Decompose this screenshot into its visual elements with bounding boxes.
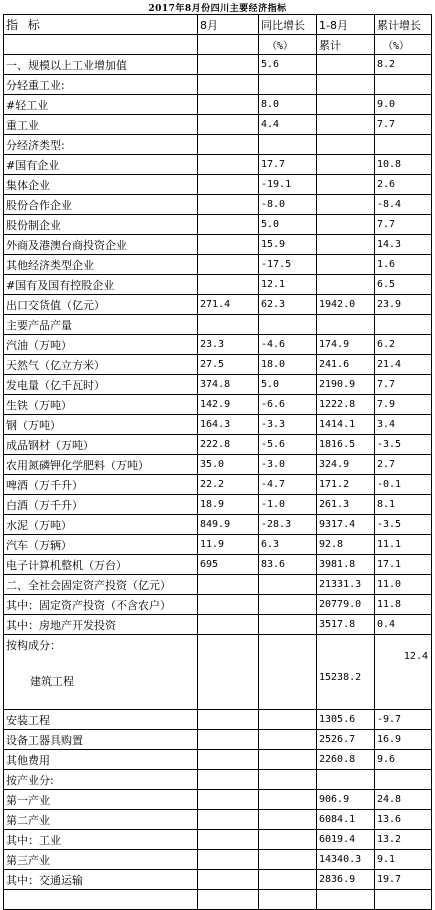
row-label: 其中：房地产开发投资 (4, 615, 198, 635)
yoy-value (259, 710, 317, 730)
header-blank (4, 35, 198, 55)
cumulative-growth-value (375, 770, 432, 790)
construction-label: 建筑工程 (30, 675, 74, 688)
yoy-value: 5.0 (259, 375, 317, 395)
yoy-value: -28.3 (259, 515, 317, 535)
cumulative-growth-value: 14.3 (375, 235, 432, 255)
table-row (4, 195, 432, 215)
month-value: 11.9 (198, 535, 259, 555)
cumulative-value: 1942.0 (317, 295, 375, 315)
yoy-value (259, 850, 317, 870)
row-label: 发电量（亿千瓦时） (4, 375, 198, 395)
cumulative-value: 2526.7 (317, 730, 375, 750)
row-label: 其他费用 (4, 750, 198, 770)
table-row (4, 615, 432, 635)
table-row (4, 790, 432, 810)
cumulative-growth-value: 13.6 (375, 810, 432, 830)
month-value (198, 575, 259, 595)
table-row (4, 95, 432, 115)
month-value: 222.8 (198, 435, 259, 455)
table-row (4, 275, 432, 295)
month-value (198, 55, 259, 75)
cumulative-value (317, 275, 375, 295)
yoy-value: 17.7 (259, 155, 317, 175)
month-value (198, 95, 259, 115)
row-label (4, 890, 198, 910)
cumulative-value: 1414.1 (317, 415, 375, 435)
table-row (4, 495, 432, 515)
cumulative-value (317, 255, 375, 275)
cumulative-growth-value: 11.1 (375, 535, 432, 555)
table-row (4, 115, 432, 135)
header-cumulative-period: 1-8月 (317, 15, 375, 35)
cumulative-value (317, 75, 375, 95)
yoy-value: -17.5 (259, 255, 317, 275)
cumulative-value: 1222.8 (317, 395, 375, 415)
month-value: 35.0 (198, 455, 259, 475)
row-label: #国有企业 (4, 155, 198, 175)
table-row (4, 415, 432, 435)
table-row (4, 335, 432, 355)
cumulative-value: 6084.1 (317, 810, 375, 830)
table-row (4, 710, 432, 730)
cumulative-value: 2190.9 (317, 375, 375, 395)
month-value: 849.9 (198, 515, 259, 535)
row-label: 天然气（亿立方米） (4, 355, 198, 375)
yoy-value: 5.6 (259, 55, 317, 75)
table-row (4, 435, 432, 455)
month-value (198, 750, 259, 770)
cumulative-growth-value: 17.1 (375, 555, 432, 575)
cumulative-growth-value: 7.9 (375, 395, 432, 415)
cumulative-value (317, 315, 375, 335)
row-label: 一、规模以上工业增加值 (4, 55, 198, 75)
yoy-value: -4.7 (259, 475, 317, 495)
month-value (198, 615, 259, 635)
row-label: 安装工程 (4, 710, 198, 730)
row-label: 钢（万吨） (4, 415, 198, 435)
yoy-value: 12.1 (259, 275, 317, 295)
cumulative-growth-value: 9.6 (375, 750, 432, 770)
table-row (4, 255, 432, 275)
cumulative-growth-value: 6.2 (375, 335, 432, 355)
yoy-value (259, 730, 317, 750)
yoy-value: 83.6 (259, 555, 317, 575)
cumulative-value: 2260.8 (317, 750, 375, 770)
header-indicator: 指 标 (4, 15, 198, 35)
month-value (198, 235, 259, 255)
row-label: 啤酒（万千升） (4, 475, 198, 495)
row-label: 集体企业 (4, 175, 198, 195)
table-row (4, 870, 432, 890)
yoy-value (259, 135, 317, 155)
yoy-value: 62.3 (259, 295, 317, 315)
yoy-value (259, 790, 317, 810)
table-row (4, 155, 432, 175)
yoy-value: -5.6 (259, 435, 317, 455)
header-row-1 (4, 15, 432, 35)
month-value: 374.8 (198, 375, 259, 395)
month-value: 23.3 (198, 335, 259, 355)
page-title: 2017年8月份四川主要经济指标 (148, 4, 287, 14)
cumulative-value: 1816.5 (317, 435, 375, 455)
row-label: 白酒（万千升） (4, 495, 198, 515)
table-row (4, 850, 432, 870)
month-value (198, 215, 259, 235)
header-cumulative-unit: （%） (375, 35, 432, 55)
yoy-value: 8.0 (259, 95, 317, 115)
row-label: 按产业分: (4, 770, 198, 790)
cumulative-growth-value: 24.8 (375, 790, 432, 810)
yoy-value (259, 595, 317, 615)
cumulative-value: 324.9 (317, 455, 375, 475)
cumulative-value: 3981.8 (317, 555, 375, 575)
cumulative-growth-value: -0.1 (375, 475, 432, 495)
yoy-value: -3.3 (259, 415, 317, 435)
table-row (4, 515, 432, 535)
row-label: 分经济类型: (4, 135, 198, 155)
row-label: 重工业 (4, 115, 198, 135)
table-row (4, 175, 432, 195)
month-value: 695 (198, 555, 259, 575)
cumulative-value: 906.9 (317, 790, 375, 810)
cumulative-value: 261.3 (317, 495, 375, 515)
cumulative-value (317, 215, 375, 235)
cumulative-value: 21331.3 (317, 575, 375, 595)
cumulative-value (317, 135, 375, 155)
yoy-value (259, 575, 317, 595)
row-label: 股份合作企业 (4, 195, 198, 215)
cumulative-growth-value: -8.4 (375, 195, 432, 215)
header-cumulative-growth: 累计增长 (375, 15, 432, 35)
row-label: 二、全社会固定资产投资（亿元） (4, 575, 198, 595)
header-month: 8月 (198, 15, 259, 35)
cumulative-value: 20779.0 (317, 595, 375, 615)
cumulative-growth-value: 11.8 (375, 595, 432, 615)
row-label: 股份制企业 (4, 215, 198, 235)
cumulative-value: 241.6 (317, 355, 375, 375)
month-value (198, 850, 259, 870)
table-row (4, 475, 432, 495)
yoy-value (259, 615, 317, 635)
month-value (198, 75, 259, 95)
row-label: 成品钢材（万吨） (4, 435, 198, 455)
cumulative-value: 174.9 (317, 335, 375, 355)
month-value: 164.3 (198, 415, 259, 435)
cumulative-growth-value: 3.4 (375, 415, 432, 435)
cumulative-value: 3517.8 (317, 615, 375, 635)
cumulative-growth-value: 12.4 (375, 635, 432, 710)
table-row (4, 575, 432, 595)
row-label: 汽油（万吨） (4, 335, 198, 355)
cumulative-growth-value: 7.7 (375, 375, 432, 395)
month-value: 27.5 (198, 355, 259, 375)
yoy-value (259, 750, 317, 770)
table-row (4, 770, 432, 790)
row-label: 汽车（万辆） (4, 535, 198, 555)
row-label: 分轻重工业: (4, 75, 198, 95)
cumulative-value (317, 195, 375, 215)
cumulative-value (317, 235, 375, 255)
month-value (198, 635, 259, 710)
cumulative-growth-value: 2.6 (375, 175, 432, 195)
yoy-value (259, 770, 317, 790)
cumulative-value: 15238.2 (317, 635, 375, 710)
yoy-value: -19.1 (259, 175, 317, 195)
table-row (4, 375, 432, 395)
month-value: 271.4 (198, 295, 259, 315)
cumulative-growth-value: 9.0 (375, 95, 432, 115)
yoy-value: -4.6 (259, 335, 317, 355)
row-label (4, 635, 198, 710)
row-label: 其他经济类型企业 (4, 255, 198, 275)
yoy-value (259, 870, 317, 890)
cumulative-growth-value: -3.5 (375, 435, 432, 455)
cumulative-growth-value: 6.5 (375, 275, 432, 295)
table-row (4, 555, 432, 575)
cumulative-growth-value (375, 75, 432, 95)
row-label: 外商及港澳台商投资企业 (4, 235, 198, 255)
yoy-value: 18.0 (259, 355, 317, 375)
cumulative-growth-value: 8.2 (375, 55, 432, 75)
cumulative-value: 2836.9 (317, 870, 375, 890)
cumulative-growth-value (375, 890, 432, 910)
cumulative-growth-value: 0.4 (375, 615, 432, 635)
table-row (4, 295, 432, 315)
cumulative-growth-value (375, 135, 432, 155)
row-label: 农用氮磷钾化学肥料（万吨） (4, 455, 198, 475)
month-value (198, 595, 259, 615)
cumulative-value (317, 155, 375, 175)
table-row (4, 535, 432, 555)
month-value (198, 195, 259, 215)
cumulative-growth-value: 7.7 (375, 115, 432, 135)
table-row (4, 455, 432, 475)
row-label: 生铁（万吨） (4, 395, 198, 415)
row-label: 第二产业 (4, 810, 198, 830)
cumulative-growth-value (375, 315, 432, 335)
table-row (4, 135, 432, 155)
month-value (198, 275, 259, 295)
cumulative-growth-value: 21.4 (375, 355, 432, 375)
month-value (198, 255, 259, 275)
table-row (4, 830, 432, 850)
cumulative-growth-value: 8.1 (375, 495, 432, 515)
row-label: 其中：固定资产投资（不含农户） (4, 595, 198, 615)
cumulative-value: 171.2 (317, 475, 375, 495)
month-value (198, 115, 259, 135)
yoy-value: -8.0 (259, 195, 317, 215)
month-value (198, 770, 259, 790)
yoy-value: -1.0 (259, 495, 317, 515)
month-value (198, 830, 259, 850)
cumulative-value (317, 95, 375, 115)
cumulative-growth-value: 2.7 (375, 455, 432, 475)
cumulative-growth-value: -3.5 (375, 515, 432, 535)
yoy-value: 5.0 (259, 215, 317, 235)
row-label: 出口交货值（亿元） (4, 295, 198, 315)
month-value (198, 810, 259, 830)
row-label: 设备工器具购置 (4, 730, 198, 750)
yoy-value (259, 890, 317, 910)
yoy-value: 6.3 (259, 535, 317, 555)
yoy-value (259, 75, 317, 95)
table-row (4, 750, 432, 770)
month-value (198, 870, 259, 890)
table-row (4, 730, 432, 750)
cumulative-growth-value: 23.9 (375, 295, 432, 315)
month-value (198, 315, 259, 335)
yoy-value (259, 315, 317, 335)
row-label: 第三产业 (4, 850, 198, 870)
cumulative-value (317, 55, 375, 75)
month-value (198, 790, 259, 810)
indicator-table (3, 14, 432, 910)
cumulative-value (317, 175, 375, 195)
row-label: 其中：交通运输 (4, 870, 198, 890)
composition-label: 按构成分： (6, 639, 61, 652)
month-value: 142.9 (198, 395, 259, 415)
month-value (198, 135, 259, 155)
header-yoy-unit: （%） (259, 35, 317, 55)
cumulative-growth-value: 9.1 (375, 850, 432, 870)
cumulative-growth-value: -9.7 (375, 710, 432, 730)
cumulative-value: 1305.6 (317, 710, 375, 730)
row-label: 第一产业 (4, 790, 198, 810)
yoy-value: -6.6 (259, 395, 317, 415)
row-label: 电子计算机整机（万台） (4, 555, 198, 575)
cumulative-growth-value: 11.0 (375, 575, 432, 595)
yoy-value (259, 635, 317, 710)
table-row (4, 55, 432, 75)
header-blank (198, 35, 259, 55)
cumulative-growth-value: 10.8 (375, 155, 432, 175)
cumulative-value: 14340.3 (317, 850, 375, 870)
row-label: #国有及国有控股企业 (4, 275, 198, 295)
yoy-value: 4.4 (259, 115, 317, 135)
month-value (198, 155, 259, 175)
table-row (4, 215, 432, 235)
cumulative-value (317, 770, 375, 790)
table-row-composition (4, 635, 432, 710)
table-row (4, 355, 432, 375)
table-row (4, 595, 432, 615)
cumulative-growth-value: 19.7 (375, 870, 432, 890)
table-row (4, 810, 432, 830)
cumulative-growth-value: 1.6 (375, 255, 432, 275)
table-row (4, 395, 432, 415)
month-value (198, 730, 259, 750)
yoy-value: 15.9 (259, 235, 317, 255)
header-yoy: 同比增长 (259, 15, 317, 35)
cumulative-growth-value: 7.7 (375, 215, 432, 235)
month-value (198, 890, 259, 910)
month-value (198, 710, 259, 730)
cumulative-value (317, 890, 375, 910)
table-row (4, 890, 432, 910)
table-row (4, 315, 432, 335)
row-label: #轻工业 (4, 95, 198, 115)
table-row (4, 235, 432, 255)
cumulative-value (317, 115, 375, 135)
month-value: 18.9 (198, 495, 259, 515)
row-label: 其中：工业 (4, 830, 198, 850)
month-value (198, 175, 259, 195)
row-label: 主要产品产量 (4, 315, 198, 335)
yoy-value (259, 830, 317, 850)
cumulative-value: 9317.4 (317, 515, 375, 535)
row-label: 水泥（万吨） (4, 515, 198, 535)
header-row-2 (4, 35, 432, 55)
month-value: 22.2 (198, 475, 259, 495)
cumulative-growth-value: 16.9 (375, 730, 432, 750)
cumulative-growth-value: 13.2 (375, 830, 432, 850)
cumulative-value: 92.8 (317, 535, 375, 555)
header-cumulative-label: 累计 (317, 35, 375, 55)
cumulative-value: 6019.4 (317, 830, 375, 850)
yoy-value (259, 810, 317, 830)
table-row (4, 75, 432, 95)
yoy-value: -3.0 (259, 455, 317, 475)
